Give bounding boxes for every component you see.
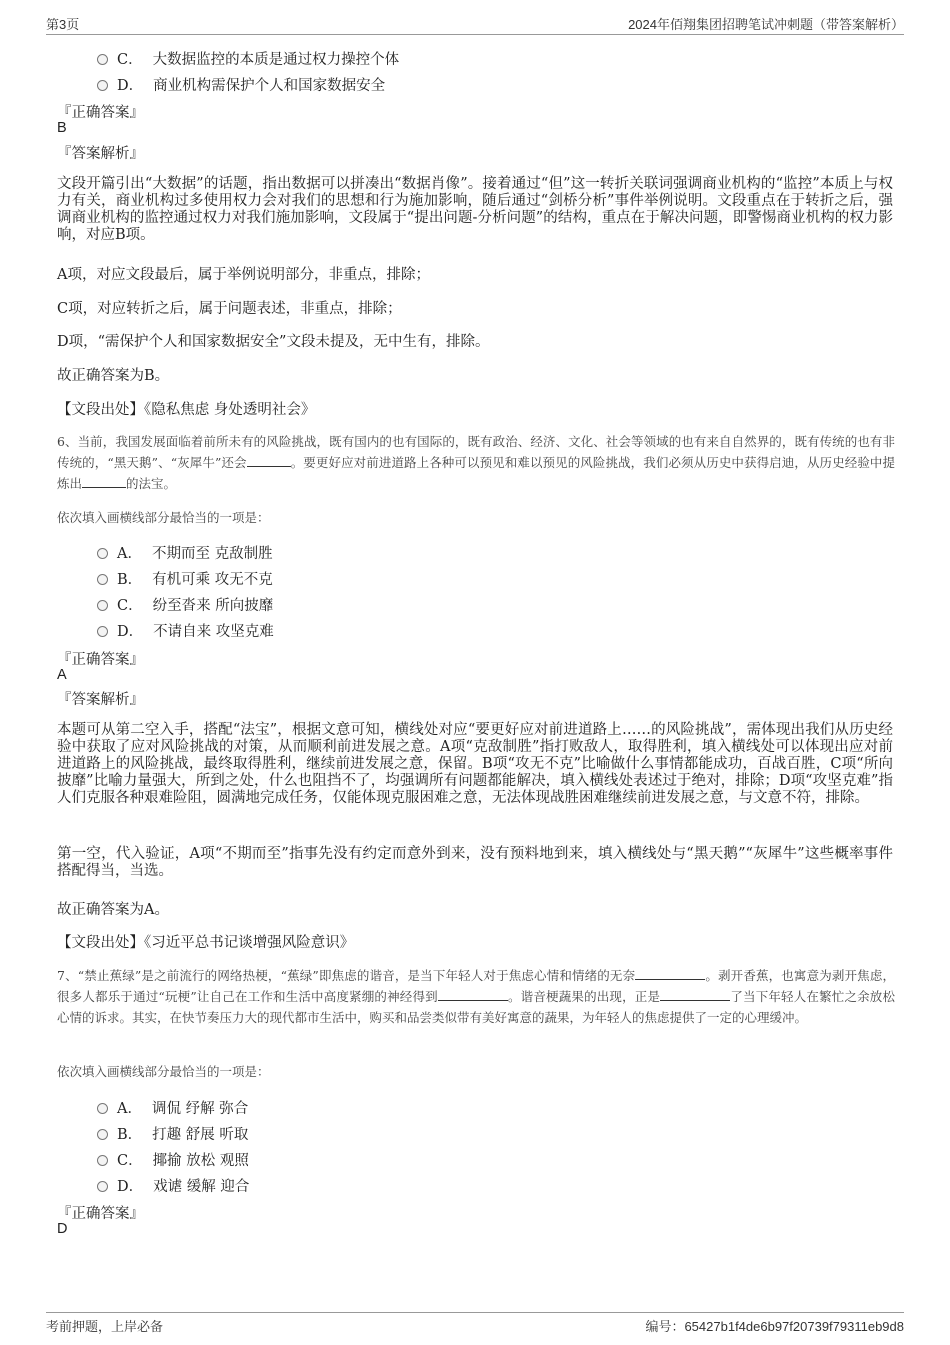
analysis-text: 第一空，代入验证，A项“不期而至”指事先没有约定而意外到来，没有预料地到来，填入横线处与“黑天鹅”“灰犀牛”这些概率事件搭配得当，当选。 <box>57 846 893 879</box>
radio-icon[interactable] <box>97 574 108 585</box>
analysis-line-d: D项，“需保护个人和国家数据安全”文段未提及，无中生有，排除。 <box>57 334 490 350</box>
option-c[interactable]: C． 揶揄 放松 观照 <box>97 1149 249 1170</box>
answer-value: A <box>57 667 67 683</box>
analysis-line-a: A项，对应文段最后，属于举例说明部分，非重点，排除； <box>57 267 430 283</box>
option-d[interactable]: D． 不请自来 攻坚克难 <box>97 620 274 641</box>
page-footer <box>46 1312 904 1337</box>
radio-icon[interactable] <box>97 548 108 559</box>
conclusion: 故正确答案为A。 <box>57 902 169 918</box>
radio-icon[interactable] <box>97 54 108 65</box>
blank <box>635 967 705 980</box>
question-7-stem: 7、“禁止蕉绿”是之前流行的网络热梗，“蕉绿”即焦虑的谐音，是当下年轻人对于焦虑心情和情绪的无奈 。剥开香蕉，也寓意为剥开焦虑，很多人都乐于通过“玩梗”让自己在工作和生活中高度紧绷的神经得到 。谐音梗蔬果的出现，正是 了当下年轻人在繁忙之余放松心情的诉求。其实，在快节奏压力大的现代都市生活中，购买和品尝类似带有美好寓意的蔬果，为年轻人的焦虑提供了一定的心理缓冲。 <box>57 968 895 1025</box>
question-7-prompt: 依次填入画横线部分最恰当的一项是： <box>57 1064 270 1079</box>
document-id: 编号：65427b1f4de6b97f20739f79311eb9d8 <box>645 1319 904 1334</box>
option-d[interactable]: D． 商业机构需保护个人和国家数据安全 <box>97 74 385 95</box>
radio-icon[interactable] <box>97 80 108 91</box>
radio-icon[interactable] <box>97 1103 108 1114</box>
radio-icon[interactable] <box>97 1181 108 1192</box>
analysis-text: 本题可从第二空入手，搭配“法宝”，根据文意可知，横线处对应“要更好应对前进道路上……的风险挑战”，需体现出我们从历史经验中获取了应对风险挑战的对策，从而顺利前进发展之意。A项“克敌制胜”指打败敌人，取得胜利，填入横线处可以体现出应对前进道路上的风险挑战，最终取得胜利，继续前进发展之意，保留。B项“攻无不克”比喻做什么事情都能成功，百战百胜，C项“所向披靡”比喻力量强大，所到之处，什么也阻挡不了，均强调所有问题都能解决，填入横线处表述过于绝对，排除；D项“攻坚克难”指人们克服各种艰难险阻，圆满地完成任务，仅能体现克服困难之意，无法体现战胜困难继续前进发展之意，与文意不符，排除。 <box>57 722 893 806</box>
option-d[interactable]: D． 戏谑 缓解 迎合 <box>97 1175 249 1196</box>
option-b[interactable]: B． 打趣 舒展 听取 <box>97 1123 248 1144</box>
blank <box>82 475 126 488</box>
answer-value: D <box>57 1221 68 1237</box>
blank <box>660 988 730 1001</box>
page-header <box>46 14 904 35</box>
answer-label: 『正确答案』 <box>57 105 144 121</box>
option-a[interactable]: A． 调侃 纾解 弥合 <box>97 1097 248 1118</box>
conclusion: 故正确答案为B。 <box>57 368 170 384</box>
option-a[interactable]: A． 不期而至 克敌制胜 <box>97 542 273 563</box>
question-6-stem: 6、当前，我国发展面临着前所未有的风险挑战，既有国内的也有国际的，既有政治、经济、文化、社会等领域的也有来自自然界的，既有传统的也有非传统的，“黑天鹅”、“灰犀牛”还会 。要更好应对前进道路上各种可以预见和难以预见的风险挑战，我们必须从历史中获得启迪，从历史经验中提炼出 的法宝。 <box>57 434 896 491</box>
page-number: 第3页 <box>46 17 80 32</box>
document-title: 2024年佰翔集团招聘笔试冲刺题（带答案解析） <box>628 17 904 32</box>
radio-icon[interactable] <box>97 1129 108 1140</box>
analysis-label: 『答案解析』 <box>57 146 144 162</box>
option-b[interactable]: B． 有机可乘 攻无不克 <box>97 568 273 589</box>
analysis-line-c: C项，对应转折之后，属于问题表述，非重点，排除； <box>57 301 402 317</box>
option-c[interactable]: C． 大数据监控的本质是通过权力操控个体 <box>97 48 399 69</box>
answer-label: 『正确答案』 <box>57 1206 144 1222</box>
option-c[interactable]: C． 纷至沓来 所向披靡 <box>97 594 273 615</box>
analysis-text: 文段开篇引出“大数据”的话题，指出数据可以拼凑出“数据肖像”。接着通过“但”这一转折关联词强调商业机构的“监控”本质上与权力有关，商业机构过多使用权力会对我们的思想和行为施加影响，随后通过“剑桥分析”事件举例说明。文段重点在于转折之后，强调商业机构的监控通过权力对我们施加影响，文段属于“提出问题-分析问题”的结构，重点在于解决问题，即警惕商业机构的权力影响，对应B项。 <box>57 176 893 243</box>
source-citation: 【文段出处】《习近平总书记谈增强风险意识》 <box>57 935 355 951</box>
source-citation: 【文段出处】《隐私焦虑 身处透明社会》 <box>57 402 316 418</box>
radio-icon[interactable] <box>97 600 108 611</box>
analysis-label: 『答案解析』 <box>57 692 144 708</box>
radio-icon[interactable] <box>97 1155 108 1166</box>
question-6-prompt: 依次填入画横线部分最恰当的一项是： <box>57 510 270 525</box>
blank <box>247 454 291 467</box>
footer-slogan: 考前押题，上岸必备 <box>46 1319 164 1334</box>
radio-icon[interactable] <box>97 626 108 637</box>
answer-value: B <box>57 120 67 136</box>
blank <box>438 988 508 1001</box>
answer-label: 『正确答案』 <box>57 652 144 668</box>
